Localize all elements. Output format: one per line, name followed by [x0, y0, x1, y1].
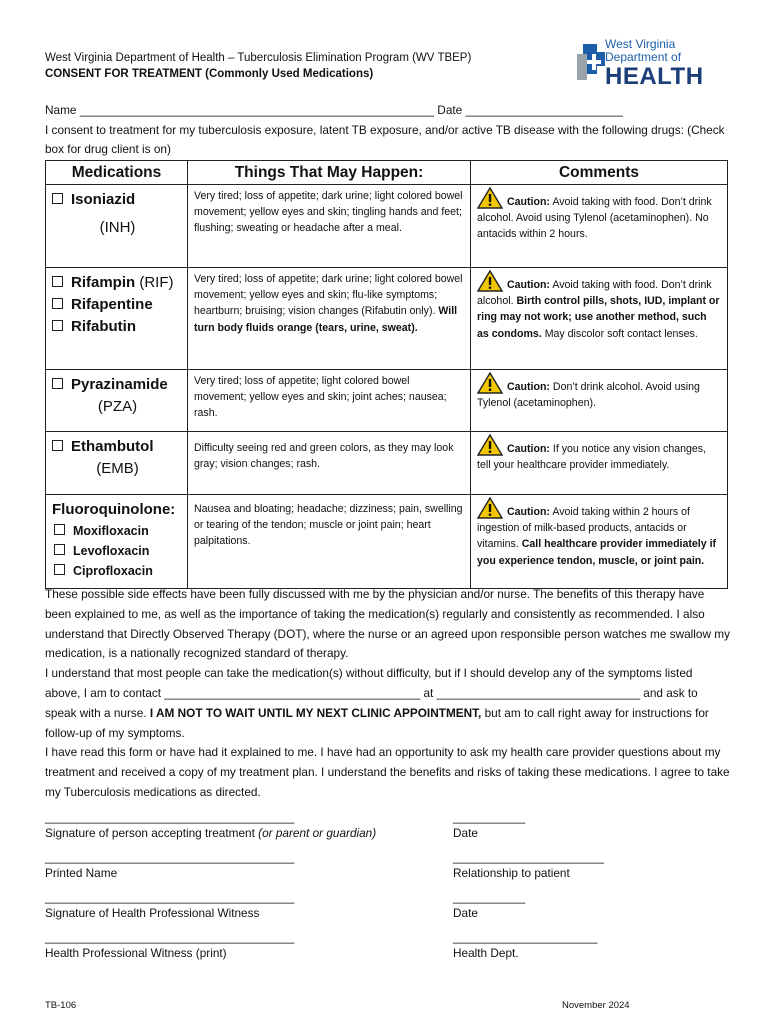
medications-table: [45, 160, 728, 589]
logo-line-2: Department of: [605, 50, 682, 64]
form-date: November 2024: [562, 1000, 630, 1011]
document-header: [45, 50, 565, 82]
medication-cell: [46, 185, 188, 268]
comment-text: Avoid taking with food. Don’t drink alcohol.: [477, 279, 712, 308]
table-row: [46, 185, 728, 268]
effects-text: Nausea and bloating; headache; dizziness; pain, swelling or tearing of the tendon; muscle or joint pain; heart palpitations.: [194, 503, 463, 548]
logo-line-3: HEALTH: [605, 63, 704, 90]
witness-signature-line[interactable]: ______________________________________: [45, 890, 295, 904]
drug-rifabutin: Rifabutin: [71, 318, 136, 335]
witness-signature-label: Signature of Health Professional Witness: [45, 906, 260, 920]
medication-cell: [46, 268, 188, 370]
comment-cell: [471, 495, 728, 589]
rifabutin-checkbox[interactable]: [52, 320, 63, 331]
consent-statement: I consent to treatment for my tuberculosis exposure, latent TB exposure, and/or active TB disease with the following drugs: (Check box for drug client is on): [45, 122, 725, 156]
comment-text: Avoid taking with food. Don’t drink alcohol. Avoid using Tylenol (acetaminophen). No antacids within 2 hours.: [477, 196, 712, 241]
logo-line-1: West Virginia: [605, 37, 676, 51]
effects-cell: [188, 432, 471, 495]
wv-health-logo: [577, 38, 717, 90]
effects-text: Very tired; loss of appetite; light colored bowel movement; yellow eyes and skin; joint aches; nausea; rash.: [194, 375, 447, 420]
effects-text: Very tired; loss of appetite; dark urine; light colored bowel movement; yellow eyes and skin; flu-like symptoms; heartburn; bruising; vision changes (Rifabutin only).: [194, 273, 463, 318]
contact-paragraph: [45, 664, 730, 743]
drug-rifampin: Rifampin: [71, 274, 136, 291]
comment-bold-text: Call healthcare provider immediately if you experience tendon, muscle, or joint pain.: [477, 538, 717, 567]
drug-ciprofloxacin: Ciprofloxacin: [73, 564, 153, 578]
drug-isoniazid: Isoniazid: [71, 191, 136, 208]
caution-label: Caution:: [507, 196, 550, 208]
rifampin-checkbox[interactable]: [52, 276, 63, 287]
pyrazinamide-checkbox[interactable]: [52, 378, 63, 389]
comment-text: Don’t drink alcohol. Avoid using Tylenol (acetaminophen).: [477, 381, 700, 410]
table-row: [46, 370, 728, 432]
contact-text: I understand that most people can take the medication(s) without difficulty, but if I should develop any of the symptoms listed above, I am to contact _______________________________________ at _______________________________ and ask to speak with a nurse.: [45, 666, 698, 720]
contact-text-end: but am to call right away for instructions for follow-up of my symptoms.: [45, 705, 709, 740]
comment-text: If you notice any vision changes, tell your healthcare provider immediately.: [477, 443, 707, 472]
health-dept-line[interactable]: ______________________: [453, 930, 598, 944]
header-comments: Comments: [471, 161, 728, 185]
date-label-2: Date: [453, 906, 478, 920]
table-header-row: [46, 161, 728, 185]
name-date-line[interactable]: Name ______________________________________________________ Date ________________________: [45, 103, 623, 117]
drug-ethambutol: Ethambutol: [71, 438, 154, 455]
drug-moxifloxacin: Moxifloxacin: [73, 524, 149, 538]
comment-cell: [471, 370, 728, 432]
signature-label-text: Signature of person accepting treatment: [45, 826, 259, 840]
drug-abbr-emb: (EMB): [96, 460, 139, 477]
rifapentine-checkbox[interactable]: [52, 298, 63, 309]
comment-text: Avoid taking within 2 hours of ingestion of milk-based products, antacids or vitamins.: [477, 506, 690, 551]
date-line-2[interactable]: ___________: [453, 890, 526, 904]
table-row: [46, 495, 728, 589]
program-title: West Virginia Department of Health – Tuberculosis Elimination Program (WV TBEP): [45, 52, 472, 64]
effects-cell: [188, 185, 471, 268]
warning-icon: [477, 187, 503, 209]
relationship-line[interactable]: _______________________: [453, 850, 604, 864]
caution-label: Caution:: [507, 381, 550, 393]
levofloxacin-checkbox[interactable]: [54, 544, 65, 555]
effects-cell: [188, 268, 471, 370]
comment-cell: [471, 185, 728, 268]
effects-warning-text: Will turn body fluids orange (tears, urine, sweat).: [194, 305, 458, 334]
effects-cell: [188, 495, 471, 589]
caution-label: Caution:: [507, 506, 550, 518]
drug-abbr-pza: (PZA): [97, 398, 138, 415]
medication-cell: [46, 495, 188, 589]
witness-print-line[interactable]: ______________________________________: [45, 930, 295, 944]
drug-abbr-rif: (RIF): [139, 274, 174, 291]
intro-section: [45, 101, 725, 160]
wv-map-logo-icon: [577, 40, 607, 86]
signature-label-patient: [45, 824, 376, 842]
signature-line-patient[interactable]: ______________________________________: [45, 810, 295, 824]
caution-label: Caution:: [507, 279, 550, 291]
warning-icon: [477, 497, 503, 519]
drug-abbr-inh: (INH): [99, 219, 136, 236]
ethambutol-checkbox[interactable]: [52, 440, 63, 451]
comment-bold-text: Birth control pills, shots, IUD, implant or ring may not work; use another method, such as condoms.: [477, 295, 720, 340]
isoniazid-checkbox[interactable]: [52, 193, 63, 204]
medication-cell: [46, 370, 188, 432]
warning-icon: [477, 434, 503, 456]
printed-name-line[interactable]: ______________________________________: [45, 850, 295, 864]
warning-icon: [477, 372, 503, 394]
moxifloxacin-checkbox[interactable]: [54, 524, 65, 535]
relationship-label: Relationship to patient: [453, 866, 570, 880]
comment-cell: [471, 268, 728, 370]
table-row: [46, 432, 728, 495]
witness-print-label: Health Professional Witness (print): [45, 946, 227, 960]
date-line-1[interactable]: ___________: [453, 810, 526, 824]
form-title: CONSENT FOR TREATMENT (Commonly Used Medications): [45, 68, 374, 80]
date-label-1: Date: [453, 826, 478, 840]
caution-label: Caution:: [507, 443, 550, 455]
health-dept-label: Health Dept.: [453, 946, 519, 960]
drug-pyrazinamide: Pyrazinamide: [71, 376, 168, 393]
table-row: [46, 268, 728, 370]
side-effects-paragraph: These possible side effects have been fully discussed with me by the physician and/or nurse. The benefits of this therapy have been explained to me, as well as the importance of taking the medication(s) regularly and consistently as recommended. I also understand that Directly Observed Therapy (DOT), where the nurse or an agreed upon responsible person watches me swallow my medication, is a nationally recognized standard of therapy.: [45, 587, 730, 661]
ciprofloxacin-checkbox[interactable]: [54, 564, 65, 575]
header-medications: Medications: [46, 161, 188, 185]
effects-text: Difficulty seeing red and green colors, as they may look gray; vision changes; rash.: [194, 442, 454, 471]
agreement-paragraph: I have read this form or have had it explained to me. I have had an opportunity to ask my health care provider questions about my treatment and received a copy of my treatment plan. I understand the benefits and risks of taking these medications. I agree to take my Tuberculosis medications as directed.: [45, 745, 730, 799]
effects-text: Very tired; loss of appetite; dark urine; light colored bowel movement; yellow eyes and skin; tingling hands and feet; flushing; sweating or headache after a meal.: [194, 190, 463, 235]
do-not-wait-warning: I AM NOT TO WAIT UNTIL MY NEXT CLINIC APPOINTMENT,: [149, 705, 482, 720]
warning-icon: [477, 270, 503, 292]
header-effects: Things That May Happen:: [188, 161, 471, 185]
comment-cell: [471, 432, 728, 495]
drug-levofloxacin: Levofloxacin: [73, 544, 150, 558]
drug-group-fluoroquinolone: Fluoroquinolone:: [52, 501, 176, 518]
printed-name-label: Printed Name: [45, 866, 118, 880]
form-id: TB-106: [45, 1000, 77, 1011]
comment-text-end: May discolor soft contact lenses.: [541, 327, 698, 340]
consent-body: [45, 585, 730, 803]
guardian-note: (or parent or guardian): [258, 826, 377, 840]
effects-cell: [188, 370, 471, 432]
drug-rifapentine: Rifapentine: [71, 296, 153, 313]
medication-cell: [46, 432, 188, 495]
